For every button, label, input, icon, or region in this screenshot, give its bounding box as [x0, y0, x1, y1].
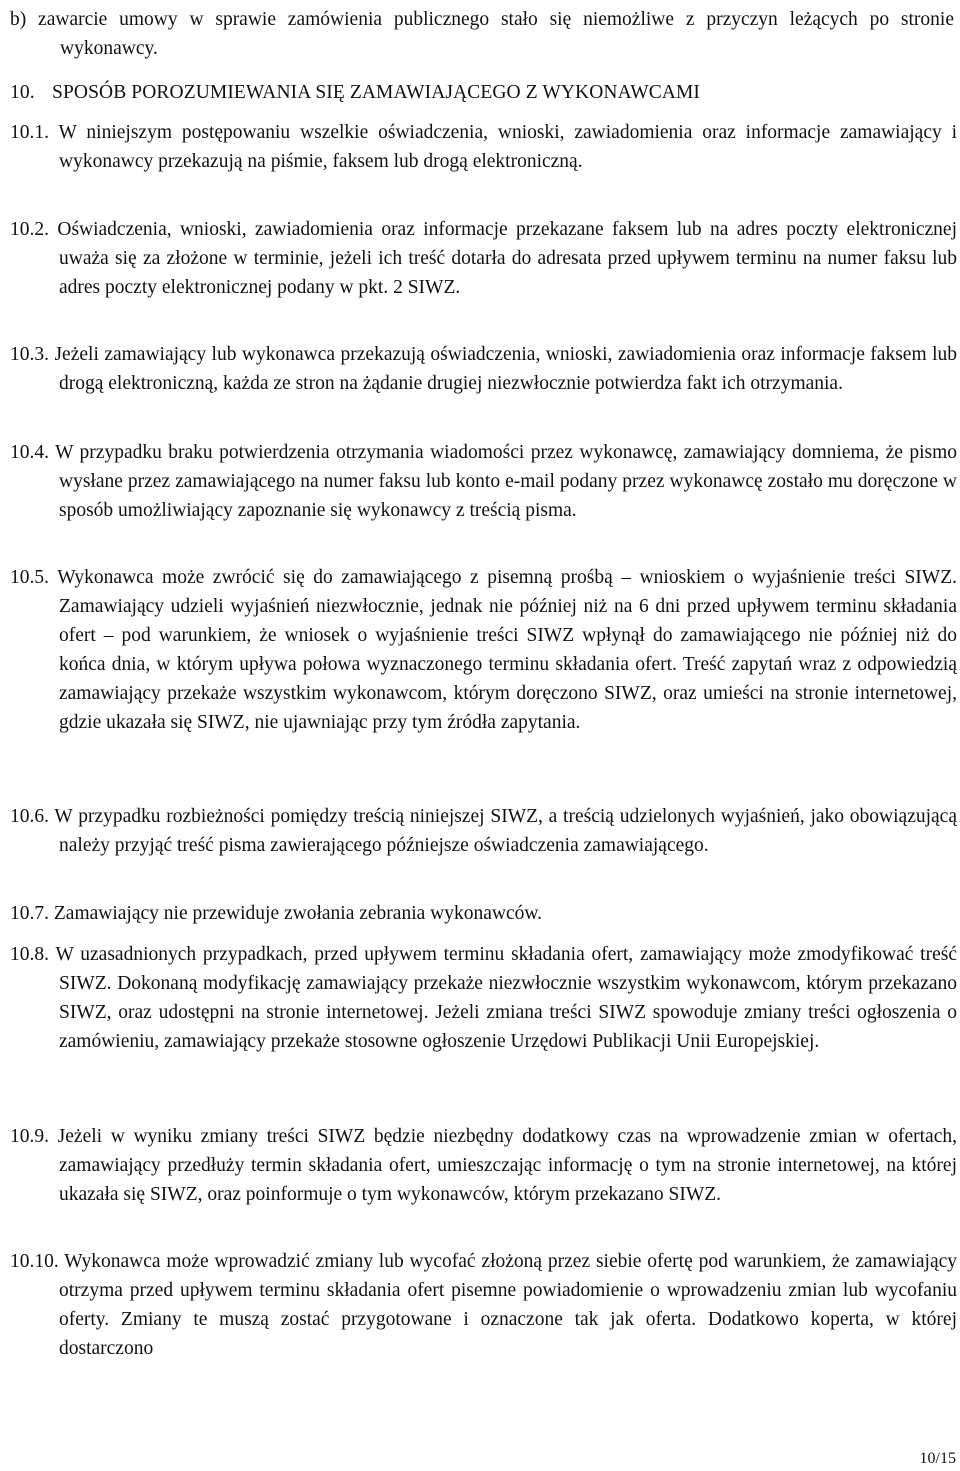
page-number: 10/15	[919, 1450, 956, 1467]
paragraph-10-10	[10, 1247, 957, 1363]
paragraph-number: 10.9.	[10, 1126, 49, 1147]
paragraph-10-5	[10, 563, 957, 737]
paragraph-number: 10.1.	[10, 122, 49, 143]
paragraph-number: 10.2.	[10, 219, 49, 240]
paragraph-10-7	[10, 899, 957, 928]
section-title: SPOSÓB POROZUMIEWANIA SIĘ ZAMAWIAJĄCEGO Z WYKONAWCAMI	[52, 82, 701, 103]
section-number: 10.	[10, 82, 35, 103]
intro-text: b) zawarcie umowy w sprawie zamówienia publicznego stało się niemożliwe z przyczyn leżących po stronie wykonawcy.	[10, 9, 954, 59]
paragraph-number: 10.6.	[10, 806, 49, 827]
paragraph-number: 10.7.	[10, 903, 49, 924]
paragraph-10-2	[10, 215, 958, 302]
paragraph-10-1	[10, 118, 957, 176]
paragraph-text: Zamawiający nie przewiduje zwołania zebrania wykonawców.	[53, 903, 543, 924]
paragraph-text: W uzasadnionych przypadkach, przed upływem terminu składania ofert, zamawiający może zmodyfikować treść SIWZ. Dokonaną modyfikację zamawiający przekaże niezwłocznie wszystkim wykonawcom, którym przekazano SIWZ, oraz udostępni na stronie internetowej. Jeżeli zmiana treści SIWZ spowoduje zmiany treści ogłoszenia o zamówieniu, zamawiający przekaże stosowne ogłoszenie Urzędowi Publikacji Unii Europejskiej.	[55, 944, 957, 1052]
paragraph-text: Jeżeli zamawiający lub wykonawca przekazują oświadczenia, wnioski, zawiadomienia oraz informacje faksem lub drogą elektroniczną, każda ze stron na żądanie drugiej niezwłocznie potwierdza fakt ich otrzymania.	[54, 344, 957, 394]
paragraph-text: W przypadku rozbieżności pomiędzy treścią niniejszej SIWZ, a treścią udzielonych wyjaśnień, jako obowiązującą należy przyjąć treść pisma zawierającego późniejsze oświadczenia zamawiającego.	[54, 806, 957, 856]
paragraph-10-4	[10, 438, 957, 525]
paragraph-number: 10.10.	[10, 1251, 59, 1272]
paragraph-10-6	[10, 802, 957, 860]
intro-paragraph	[10, 5, 954, 63]
paragraph-text: W niniejszym postępowaniu wszelkie oświadczenia, wnioski, zawiadomienia oraz informacje zamawiający i wykonawcy przekazują na piśmie, faksem lub drogą elektroniczną.	[58, 122, 957, 172]
section-heading	[10, 78, 700, 107]
paragraph-text: W przypadku braku potwierdzenia otrzymania wiadomości przez wykonawcę, zamawiający domniema, że pismo wysłane przez zamawiającego na numer faksu lub konto e-mail podany przez wykonawcę zostało mu doręczone w sposób umożliwiający zapoznanie się wykonawcy z treścią pisma.	[55, 442, 957, 521]
paragraph-number: 10.3.	[10, 344, 49, 365]
paragraph-number: 10.5.	[10, 567, 49, 588]
paragraph-10-3	[10, 340, 957, 398]
paragraph-text: Wykonawca może wprowadzić zmiany lub wycofać złożoną przez siebie ofertę pod warunkiem, że zamawiający otrzyma przed upływem terminu składania ofert pisemne powiadomienie o wprowadzeniu zmian lub wycofaniu oferty. Zmiany te muszą zostać przygotowane i oznaczone tak jak oferta. Dodatkowo koperta, w której dostarczono	[59, 1251, 957, 1359]
paragraph-10-8	[10, 940, 957, 1056]
paragraph-number: 10.8.	[10, 944, 49, 965]
paragraph-10-9	[10, 1122, 957, 1209]
paragraph-text: Jeżeli w wyniku zmiany treści SIWZ będzie niezbędny dodatkowy czas na wprowadzenie zmian w ofertach, zamawiający przedłuży termin składania ofert, umieszczając informację o tym na stronie internetowej, na której ukazała się SIWZ, oraz poinformuje o tym wykonawców, którym przekazano SIWZ.	[57, 1126, 957, 1205]
paragraph-text: Oświadczenia, wnioski, zawiadomienia oraz informacje przekazane faksem lub na adres poczty elektronicznej uważa się za złożone w terminie, jeżeli ich treść dotarła do adresata przed upływem terminu na numer faksu lub adres poczty elektronicznej podany w pkt. 2 SIWZ.	[57, 219, 958, 298]
paragraph-text: Wykonawca może zwrócić się do zamawiającego z pisemną prośbą – wnioskiem o wyjaśnienie treści SIWZ. Zamawiający udzieli wyjaśnień niezwłocznie, jednak nie później niż na 6 dni przed upływem terminu składania ofert – pod warunkiem, że wniosek o wyjaśnienie treści SIWZ wpłynął do zamawiającego nie później niż do końca dnia, w którym upływa połowa wyznaczonego terminu składania ofert. Treść zapytań wraz z odpowiedzią zamawiający przekaże wszystkim wykonawcom, którym doręczono SIWZ, oraz umieści na stronie internetowej, gdzie ukazała się SIWZ, nie ujawniając przy tym źródła zapytania.	[57, 567, 957, 733]
paragraph-number: 10.4.	[10, 442, 49, 463]
